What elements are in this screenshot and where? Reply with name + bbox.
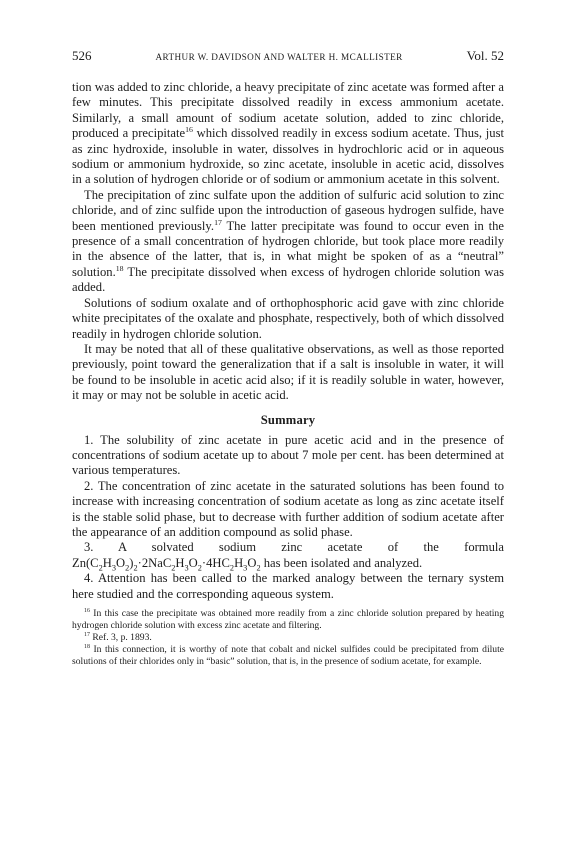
footnote-text: Ref. 3, p. 1893. — [89, 632, 152, 644]
volume-label: Vol. 52 — [466, 48, 504, 63]
summary-item-2: 2. The concentration of zinc acetate in the saturated solutions has been found to increase with increasing concentration of sodium acetate as long as zinc acetate itself is the stable solid phase, but to decrease with further addition of sodium acetate after the appearance of an addition compound as solid phase. — [72, 478, 504, 539]
formula-text: H — [175, 555, 185, 570]
footnote-number: 18 — [84, 644, 90, 651]
paragraph-text: tion was added to zinc chloride, a heavy precipitate of zinc acetate was formed after a few minutes. This precipitate dissolved readily in excess ammonium acetate. Similarly, a small amount of sodium acetate solution, added to zinc chloride, produced a precipitate — [72, 80, 504, 141]
formula-text: O — [116, 555, 126, 570]
formula-text: H — [102, 555, 112, 570]
formula-text: ·4HC — [201, 555, 230, 570]
formula-subscript: 2 — [125, 563, 130, 573]
formula-subscript: 3 — [243, 563, 248, 573]
formula-subscript: 2 — [133, 563, 138, 573]
formula-text: H — [234, 555, 244, 570]
footnote-18 — [72, 644, 504, 668]
formula-subscript: 2 — [197, 563, 202, 573]
footnote-number: 16 — [84, 607, 90, 614]
summary-item-3 — [72, 540, 504, 571]
formula-text: O — [247, 555, 257, 570]
running-authors: ARTHUR W. DAVIDSON AND WALTER H. MCALLISTER — [155, 52, 403, 62]
formula-text: ·2NaC — [137, 555, 172, 570]
footnote-text: In this connection, it is worthy of note that cobalt and nickel sulfides could be precipitated from dilute solutions of their chlorides only in “basic” solution, that is, in the presence of sodium acetate, for example. — [72, 644, 504, 668]
paragraph-oxalate-phosphate: Solutions of sodium oxalate and of orthophosphoric acid gave with zinc chloride white precipitates of the oxalate and phosphate, respectively, both of which dissolved readily in hydrogen chloride solution. — [72, 295, 504, 341]
formula-text: ) — [129, 555, 134, 570]
page-number: 526 — [72, 48, 92, 63]
footnote-text: In this case the precipitate was obtained more readily from a zinc chloride solution prepared by heating hydrogen chloride solution with excess zinc acetate and filtering. — [72, 608, 504, 632]
paragraph-text: The latter precipitate was found to occur even in the presence of a small concentration of hydrogen chloride, but took place more readily in the absence of the latter, that is, in what might be spoken of as a “neutral” solution. — [72, 218, 504, 279]
journal-page — [72, 48, 504, 668]
paragraph-text: which dissolved readily in excess sodium acetate. Thus, just as zinc hydroxide, insoluble in water, dissolves in hydrochloric acid or in aqueous sodium or ammonium hydroxide, so zinc acetate, insoluble in acetic acid, dissolves in a solution of hydrogen chloride or of sodium or ammonium acetate in this solvent. — [72, 126, 504, 187]
formula-text: O — [188, 555, 198, 570]
formula-subscript: 2 — [256, 563, 261, 573]
formula-text: 3. A solvated sodium zinc acetate of the formula Zn(C — [72, 540, 504, 570]
footnote-ref-18: 18 — [115, 263, 124, 273]
paragraph-generalization: It may be noted that all of these qualitative observations, as well as those reported previously, point toward the generalization that if a salt is insoluble in water, it will be found to be insoluble in acetic acid also; if it is readily soluble in water, however, it may or may not be soluble in acetic acid. — [72, 341, 504, 403]
formula-subscript: 2 — [229, 563, 235, 573]
paragraph-zinc-sulfate-sulfide — [72, 188, 504, 296]
summary-item-4: 4. Attention has been called to the marked analogy between the ternary system here studied and the corresponding aqueous system. — [72, 571, 504, 601]
paragraph-text: The precipitation of zinc sulfate upon the addition of sulfuric acid solution to zinc chloride, and of zinc sulfide upon the introduction of gaseous hydrogen sulfide, have been mentioned previously. — [72, 187, 504, 233]
summary-item-1: 1. The solubility of zinc acetate in pure acetic acid and in the presence of concentrations of sodium acetate up to about 7 mole per cent. has been determined at various temperatures. — [72, 432, 504, 478]
formula-subscript: 3 — [111, 563, 117, 573]
paragraph-zinc-acetate-precipitate — [72, 80, 504, 188]
footnote-ref-16: 16 — [185, 125, 193, 135]
running-header — [72, 48, 504, 72]
formula-text: has been isolated and analyzed. — [260, 555, 423, 570]
article-body — [72, 80, 504, 602]
formula-subscript: 3 — [184, 563, 189, 573]
paragraph-text: The precipitate dissolved when excess of hydrogen chloride solution was added. — [72, 264, 504, 295]
footnote-number: 17 — [84, 632, 90, 638]
footnote-ref-17: 17 — [214, 217, 222, 227]
footnotes — [72, 608, 504, 668]
formula-subscript: 2 — [171, 563, 176, 573]
summary-heading: Summary — [260, 412, 316, 427]
footnote-17 — [72, 632, 504, 644]
formula-subscript: 2 — [98, 563, 103, 573]
footnote-16 — [72, 608, 504, 632]
